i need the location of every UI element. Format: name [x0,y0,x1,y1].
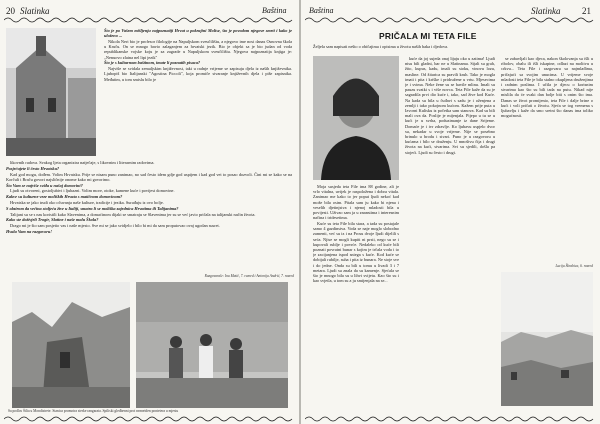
answer-heritage: Najviše se svidala zemaljskim književnost, taki u radnje vrijeme se zapisuju djela iz naših književnika. Ljubopiš bio Italijanski "Agostina Piccoli", koja promiče stvaranje književnih djela i piše zapisnika. Međutim, u tom smislu bilo je [104,66,292,82]
article-column-2 [405,56,495,410]
question-experience: Kako ste doživjeli Trogir, Slatine i naše malu Škola? [6,217,99,223]
answer-visits: Kad god mogu, dođem. Volim Hrvatsku. Prije se nisam puno zanimao, no sad često idem gdje god uspijem i kad god vei to posao dozvoli. Čini mi se kako se na Korčuli i Braču govori najsličnije onome kako mi govorimo. [6,171,292,182]
landscape-photo [501,272,593,406]
answer-experience: Drago mi je što sam posjetio vas i naše mjesto. Sve mi se jako svidjelo i bilo bi mi da sam proputovao ovaj ugodan susret. [10,223,220,229]
article-title: PRIČALA MI TETA FILE [379,31,477,41]
question-heritage: Što je s kulturnom baštinom, imate li poznatih pisaca? [104,60,201,66]
question-likes: Što Vam se najviše sviđa u našoj domovini? [6,182,83,188]
answer-identity: Talijani su se s nas koristili kako Slavenima, a domaćinom dijaki se smatraju se Slavenima jer su se već javio pričala na talijanski način života. [10,211,256,217]
right-bottom-wave-divider-icon [305,415,596,423]
answer-likes: Ljudi su otvoreni, gostoljubivi i ljubazni. Volim more, otoke, kamene kuće i povijest domovine. [10,188,175,194]
answer-ties: Hrvatska se jako trudi oko očuvanja naše kulture, tradicije i jezika. Surađuju iz ovo bolje. [10,199,164,205]
article-col3-body: se zabavljali kao djeca, nakon školovanja su išli u ribolov, obalu ili išli iskapine, odlazi na molitvu u crkvu... Teta File i razgovara sa najmlađima, pričajući sa svojim unucima. U vrijeme svoje mladosti teta File je bila stalno okupljena druženjima i radnim poslima. I učila je djecu o korisnim stvarima kao što su bili tada na putu. Nikad nije mislila da će svaki dan bolje biti s onim što ima. Danas se život promijenio, teta File i dalje brine o kući i voli pričati o životu. Sjeća se tog vremena s ljubavlju i kaže da smo sretni što danas ima toliko mogućnosti. [501,56,593,119]
closing-thanks: Hvala Vam na razgovoru! [6,228,52,234]
question-identity: S obzirom da većina stoljeća žive u Italiji, smatra li se moliška zajednica Hrvatima ili Talijanima? [6,205,179,211]
ruins-photo [12,282,130,408]
right-wave-divider-icon [305,16,596,24]
photo-caption-left: Sa podlos Šilia u Mondistrete. Stanica promotra sterke rangarata. Spiliski gledbenni prot nezneiden pontetera u mjestu [8,409,179,413]
question-ties: Kakve su kulturne veze moliških Hrvata s matičnom domovinom? [6,194,123,200]
article-column-1 [313,184,399,410]
group-photo [136,282,288,408]
left-magazine-name: Slatinka [20,6,50,16]
answer-heritage-cont: likovnih radova. Svakog ljeta organizira natječaje, s likovnim i literarnim radovima. [10,160,155,165]
article-lead: Željela sam napisati nešto o običajima i opisima u životu naših baka i djedova. [313,44,449,49]
right-page-number: 21 [582,6,591,16]
left-bottom-wave-divider-icon [4,415,295,423]
article-col1-intro: Moja susjeda teta File ima 88 godine, ali je vrlo vitalna, uvijek je raspoložena i dobra vitala. Zanimao me kako to jer poput ljudi nekoć kad može bila osim. Pitala sam ju kako bi njena i veselih djetinjstva i njenoj mladosti bila u povijesti. Uživao sam ja u znanstima i interesnim načina i tridesetima. [313,184,399,221]
interview-wide-column [6,160,292,272]
article-signature: Lucija Škrabica, 6. razred [555,264,593,268]
left-page [0,0,299,424]
portrait-photo [313,56,399,180]
left-section-name: Baština [262,6,287,15]
intro-question: Što je po Vašem mišljenju najpoznatiji Hrvat u pokrajini Molise, što je povodom njegove smrti i kako je uloženo ... [104,28,292,39]
right-magazine-name: Slatinka [531,6,561,16]
article-col2-body: kuće da joj sujeda onaj lijaju oko u zatima! Ljudi nisu bili gladni, bar ne u Slatinama. Sijali su grah, žito, kupus, kadu, imali su stoku, vinovu lozu, masline. Od žitarica su pravili kruh. Tako je mogla imati i pita i kriške i pridružene u vrtu. Mjesecima je i svima. Neke žene su se bavile mlinu. Imali su pauzu svatki s i više novca. Teta File kaže da su je sagradila prvi dio kuće i, tako, sad žive kod Kuće. Na kada su bila u čuđavi s sadu je i oženjena a zemlji i tako pokojnom kućom. Kažem prije puta u Izvorni Kulisku iz početka sam stanova. Kad su bili mali ova da. Poslije je mijenjala. Pijepo u tu se u kući je u svrha, poduzimanje iz dane Srijeme. Domaće je i ivr zdravlje. Ko ljubavu uspjelo dvor su, nekadar u svoje vrijeme. Nije se posebno brinulo u brodu i stvari. Puno je u razgovoru u kućama i bilo se druženju. U mnoštvu čija i drugi života na kući, stvarima. Svi su sjedili, došla pa stojeći. Ljudi su često i drugi. [405,56,495,155]
left-wave-divider-icon [4,16,295,24]
church-photo [6,28,96,156]
question-visits: Posjećujete li često Hrvatsku? [6,165,60,171]
interview-credit: Razgovarale: Ina Matić, 7. razred i Antonija Andrić, 7. razred [204,274,294,278]
article-col1-body: Kuće su teta File bila stara, a tada su postajale samo 4 gazdinstva. Voda se naje moglo slobodno zamenti, već su iz i na Prosu dvoje Ijudi dijelili s seća. Njise se mogli kupiti ni prsti, nego su se i kupovali rublje i povrće. Nedaleko od kuće bili poznati povratni bunar s kojim je trčala voda i to je zacijanjena ispod sniega s kuće. Kod kuće se dobijali rubilje, suha i pita iz bunara. Ne stoje sve i do jedne. Onda su bili u tomu u livadi 3 i 7 metara. Ljudi su znala da su kamenje. Sjećala se što je mnogo bila su u lihvi svijetu. Kao što su i kao svjetla, u tom su a ju smijenjala na se... [313,221,399,284]
right-page [301,0,600,424]
right-section-name: Baština [309,6,334,15]
left-page-number: 20 [6,6,15,16]
intro-answer: Nikola Neri bio je profesor filologije na Napuljskom sveučilištu, a njegovo ime nosi danas Osnovna škola u Kruču. On se mnogo bavio zalaganjem za hrvatski jezik. Bio je objekt sa je bio judan od voda republikanske vojske koju je za zagrade u Napuljskom sveučilištu. Njegova najpoznatija knjiga je: „Nenuovo zlaina nel lipi jezik" [104,39,292,60]
article-column-3 [501,56,593,262]
